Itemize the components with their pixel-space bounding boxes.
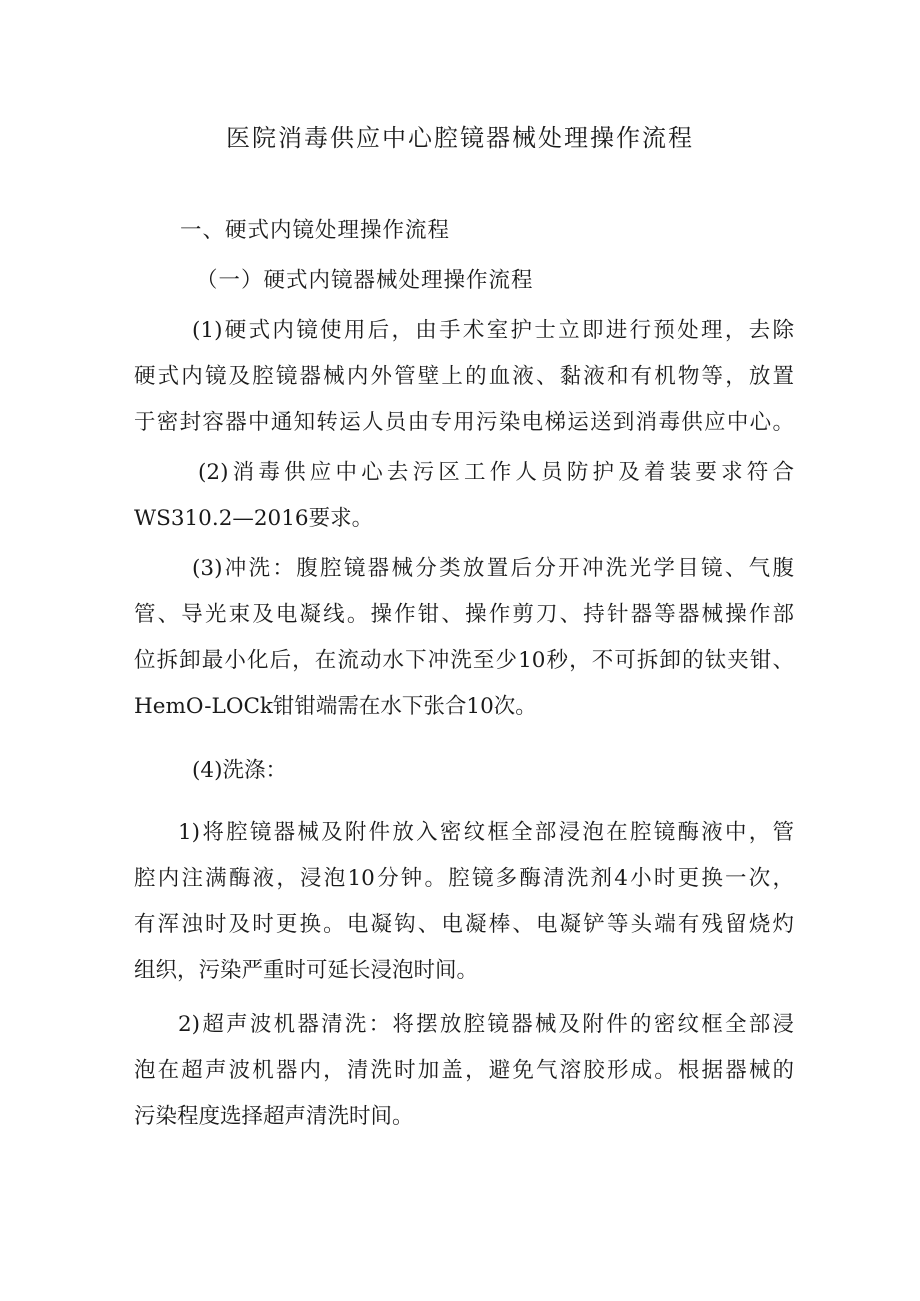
paragraph-line: 有浑浊时及时更换。电凝钩、电凝棒、电凝铲等头端有残留烧灼 — [134, 912, 794, 937]
paragraph-line: (4)洗涤： — [192, 758, 287, 783]
paragraph-line: (1)硬式内镜使用后，由手术室护士立即进行预处理，去除 — [192, 318, 794, 343]
paragraph-line: 于密封容器中通知转运人员由专用污染电梯运送到消毒供应中心。 — [134, 410, 794, 435]
paragraph-line: 位拆卸最小化后，在流动水下冲洗至少10秒，不可拆卸的钛夹钳、 — [134, 648, 794, 673]
paragraph-line: HemO-LOCk钳钳端需在水下张合10次。 — [134, 694, 537, 719]
section-heading: 一、硬式内镜处理操作流程 — [180, 218, 451, 243]
paragraph-line: 硬式内镜及腔镜器械内外管壁上的血液、黏液和有机物等，放置 — [134, 364, 794, 389]
document-title: 医院消毒供应中心腔镜器械处理操作流程 — [226, 124, 694, 152]
paragraph-line: 2)超声波机器清洗：将摆放腔镜器械及附件的密纹框全部浸 — [178, 1012, 794, 1037]
paragraph-line: 污染程度选择超声清洗时间。 — [134, 1104, 414, 1129]
paragraph-line: 泡在超声波机器内，清洗时加盖，避免气溶胶形成。根据器械的 — [134, 1058, 794, 1083]
paragraph-line: 组织，污染严重时可延长浸泡时间。 — [134, 958, 479, 983]
paragraph-line: WS310.2—2016要求。 — [134, 506, 374, 531]
paragraph-line: 腔内注满酶液，浸泡10分钟。腔镜多酶清洗剂4小时更换一次， — [134, 866, 794, 891]
paragraph-line: 1)将腔镜器械及附件放入密纹框全部浸泡在腔镜酶液中，管 — [178, 820, 794, 845]
paragraph-line: (3)冲洗：腹腔镜器械分类放置后分开冲洗光学目镜、气腹 — [192, 556, 794, 581]
subsection-heading: （一）硬式内镜器械处理操作流程 — [196, 268, 534, 293]
paragraph-line: 管、导光束及电凝线。操作钳、操作剪刀、持针器等器械操作部 — [134, 602, 794, 627]
paragraph-line: (2)消毒供应中心去污区工作人员防护及着装要求符合 — [198, 460, 794, 485]
